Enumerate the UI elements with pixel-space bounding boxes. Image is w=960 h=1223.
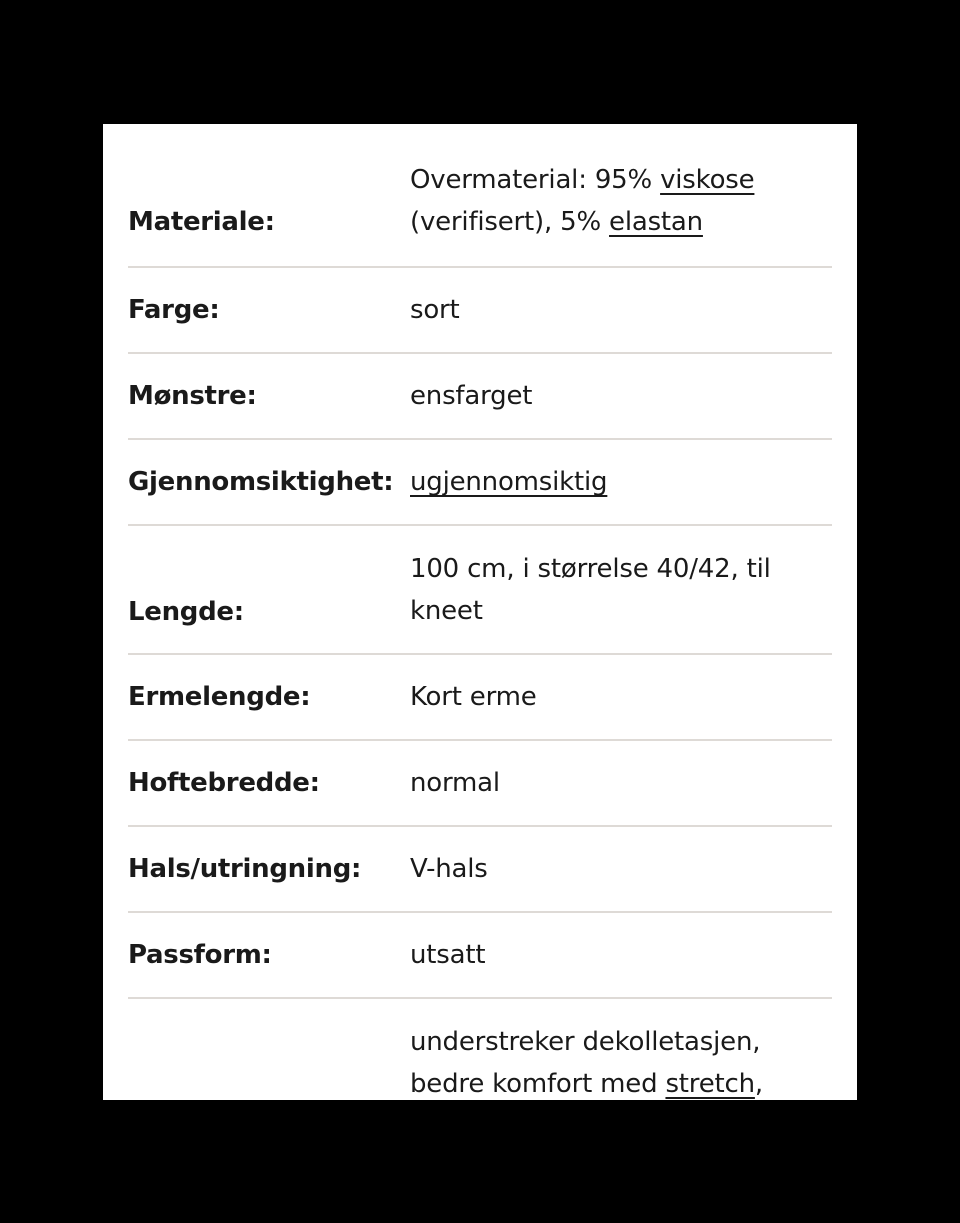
detail-row-ermelengde (128, 655, 832, 741)
detail-value: V-hals (410, 854, 488, 884)
detail-value (410, 548, 832, 632)
detail-text: 100 cm, i størrelse 40/42, til (410, 553, 771, 584)
detail-value: utsatt (410, 940, 486, 970)
detail-label: Lengde: (128, 596, 244, 627)
detail-text: kneet (410, 595, 483, 626)
detail-row-hoftebredde (128, 741, 832, 827)
detail-row-passform (128, 913, 832, 999)
detail-value: Kort erme (410, 682, 537, 712)
detail-value: ensfarget (410, 381, 533, 411)
detail-text: understreker dekolletasjen, (410, 1027, 761, 1057)
detail-label: Hals/utringning: (128, 854, 362, 884)
detail-label: Ermelengde: (128, 682, 311, 712)
detail-row-monstre (128, 354, 832, 440)
stretch-link[interactable]: stretch (665, 1069, 755, 1099)
detail-text: Overmaterial: 95% (410, 165, 661, 195)
viskose-link[interactable]: viskose (660, 165, 755, 195)
detail-value: sort (410, 295, 460, 325)
detail-row-farge (128, 268, 832, 354)
product-details-panel (103, 124, 857, 1100)
detail-text: (verifisert), 5% (410, 207, 610, 237)
product-details-table (128, 124, 832, 1100)
detail-value (410, 147, 832, 243)
detail-label: Mønstre: (128, 381, 257, 411)
detail-value (410, 1021, 832, 1100)
detail-label: Passform: (128, 940, 272, 970)
detail-label: Farge: (128, 295, 220, 325)
detail-row-lengde (128, 526, 832, 655)
detail-row-gjennomsiktighet (128, 440, 832, 526)
detail-label: Hoftebredde: (128, 768, 320, 798)
detail-label: Materiale: (128, 207, 275, 237)
detail-row-materiale (128, 124, 832, 268)
ugjennomsiktig-link[interactable]: ugjennomsiktig (410, 467, 608, 497)
detail-value: normal (410, 768, 500, 798)
detail-row-hals-utringning (128, 827, 832, 913)
detail-label: Gjennomsiktighet: (128, 467, 394, 497)
detail-text: bedre komfort med (410, 1069, 666, 1099)
detail-text: , (754, 1069, 763, 1099)
detail-value (410, 461, 832, 503)
elastan-link[interactable]: elastan (609, 207, 703, 237)
detail-row-egenskaper (128, 999, 832, 1100)
